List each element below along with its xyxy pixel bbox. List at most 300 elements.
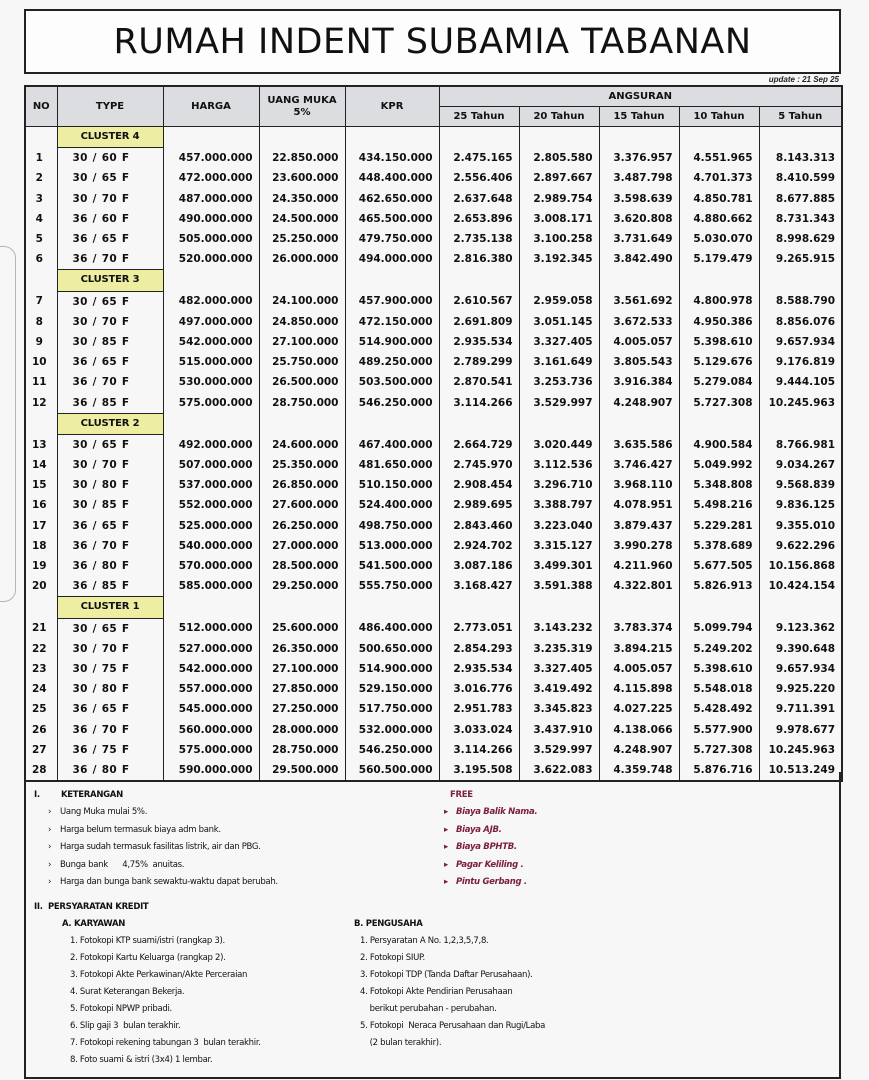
down-payment-cell: 26.250.000 — [259, 516, 345, 536]
price-cell: 552.000.000 — [163, 495, 259, 515]
kpr-cell: 560.500.000 — [345, 760, 439, 781]
list-item-text: Uang Muka mulai 5%. — [60, 807, 148, 817]
table-row — [25, 332, 842, 352]
list-item-text: 7. Fotokopi rekening tabungan 3 bulan terakhir. — [70, 1038, 261, 1048]
list-item-text: 8. Foto suami & istri (3x4) 1 lembar. — [70, 1055, 213, 1065]
installment-20y-cell: 3.008.171 — [519, 209, 599, 229]
installment-20y-cell: 3.192.345 — [519, 249, 599, 270]
house-type: 36 / 70 F — [57, 719, 163, 739]
table-row — [25, 372, 842, 392]
table-row — [25, 679, 842, 699]
empty-cell — [439, 413, 519, 434]
empty-cell — [25, 127, 57, 148]
installment-20y-cell: 3.020.449 — [519, 434, 599, 455]
header-type: TYPE — [57, 86, 163, 127]
installment-5y-cell: 8.998.629 — [759, 229, 842, 249]
installment-10y-cell: 5.049.992 — [679, 455, 759, 475]
free-item — [444, 807, 537, 817]
header-kpr: KPR — [345, 86, 439, 127]
installment-15y-cell: 3.672.533 — [599, 312, 679, 332]
chevron-right-icon: › — [48, 807, 52, 817]
row-number: 9 — [25, 332, 57, 352]
installment-20y-cell: 3.235.319 — [519, 639, 599, 659]
empty-cell — [439, 127, 519, 148]
installment-15y-cell: 4.322.801 — [599, 576, 679, 597]
table-row — [25, 516, 842, 536]
installment-10y-cell: 5.428.492 — [679, 699, 759, 719]
price-cell: 505.000.000 — [163, 229, 259, 249]
down-payment-cell: 27.850.000 — [259, 679, 345, 699]
down-payment-cell: 27.600.000 — [259, 495, 345, 515]
cluster-row — [25, 270, 842, 291]
empty-cell — [679, 597, 759, 618]
empty-cell — [345, 597, 439, 618]
empty-cell — [259, 270, 345, 291]
installment-10y-cell: 5.398.610 — [679, 659, 759, 679]
house-type: 30 / 70 F — [57, 455, 163, 475]
row-number: 13 — [25, 434, 57, 455]
list-item-text: 1. Persyaratan A No. 1,2,3,5,7,8. — [360, 936, 489, 946]
installment-15y-cell: 3.842.490 — [599, 249, 679, 270]
installment-5y-cell: 10.156.868 — [759, 556, 842, 576]
installment-25y-cell: 2.637.648 — [439, 189, 519, 209]
installment-25y-cell: 2.989.695 — [439, 495, 519, 515]
installment-15y-cell: 3.783.374 — [599, 618, 679, 639]
kpr-cell: 555.750.000 — [345, 576, 439, 597]
installment-10y-cell: 4.850.781 — [679, 189, 759, 209]
kpr-cell: 541.500.000 — [345, 556, 439, 576]
header-tenor-10: 10 Tahun — [679, 107, 759, 127]
table-row — [25, 719, 842, 739]
page-title: RUMAH INDENT SUBAMIA TABANAN — [113, 21, 752, 62]
kpr-cell: 494.000.000 — [345, 249, 439, 270]
karyawan-item — [70, 970, 247, 980]
karyawan-heading: A. KARYAWAN — [62, 919, 126, 929]
installment-20y-cell: 3.051.145 — [519, 312, 599, 332]
table-row — [25, 618, 842, 639]
installment-15y-cell: 3.598.639 — [599, 189, 679, 209]
installment-20y-cell: 2.897.667 — [519, 168, 599, 188]
free-heading: FREE — [450, 790, 473, 800]
house-type: 30 / 65 F — [57, 618, 163, 639]
keterangan-item — [48, 825, 221, 835]
row-number: 5 — [25, 229, 57, 249]
installment-15y-cell: 3.968.110 — [599, 475, 679, 495]
pengusaha-item — [360, 936, 488, 946]
row-number: 8 — [25, 312, 57, 332]
cluster-row — [25, 597, 842, 618]
table-row — [25, 495, 842, 515]
keterangan-item — [48, 877, 278, 887]
down-payment-cell: 28.500.000 — [259, 556, 345, 576]
empty-cell — [259, 127, 345, 148]
price-cell: 527.000.000 — [163, 639, 259, 659]
installment-20y-cell: 3.419.492 — [519, 679, 599, 699]
installment-20y-cell: 3.622.083 — [519, 760, 599, 781]
house-type: 30 / 70 F — [57, 189, 163, 209]
installment-10y-cell: 5.677.505 — [679, 556, 759, 576]
table-row — [25, 229, 842, 249]
price-cell: 542.000.000 — [163, 332, 259, 352]
table-row — [25, 556, 842, 576]
empty-cell — [163, 127, 259, 148]
kpr-cell: 532.000.000 — [345, 719, 439, 739]
empty-cell — [519, 270, 599, 291]
row-number: 18 — [25, 536, 57, 556]
installment-25y-cell: 3.114.266 — [439, 740, 519, 760]
installment-10y-cell: 5.577.900 — [679, 719, 759, 739]
triangle-right-icon: ▸ — [444, 842, 448, 852]
installment-15y-cell: 4.005.057 — [599, 659, 679, 679]
down-payment-cell: 29.500.000 — [259, 760, 345, 781]
row-number: 16 — [25, 495, 57, 515]
installment-5y-cell: 9.265.915 — [759, 249, 842, 270]
empty-cell — [599, 127, 679, 148]
installment-15y-cell: 4.138.066 — [599, 719, 679, 739]
price-table — [24, 85, 843, 782]
installment-15y-cell: 3.487.798 — [599, 168, 679, 188]
empty-cell — [599, 270, 679, 291]
installment-10y-cell: 5.398.610 — [679, 332, 759, 352]
empty-cell — [259, 597, 345, 618]
house-type: 36 / 70 F — [57, 536, 163, 556]
kpr-cell: 514.900.000 — [345, 659, 439, 679]
installment-20y-cell: 2.989.754 — [519, 189, 599, 209]
house-type: 36 / 60 F — [57, 209, 163, 229]
free-item — [444, 877, 527, 887]
price-cell: 515.000.000 — [163, 352, 259, 372]
cluster-label: CLUSTER 2 — [57, 413, 163, 434]
installment-5y-cell: 10.424.154 — [759, 576, 842, 597]
installment-10y-cell: 5.249.202 — [679, 639, 759, 659]
installment-15y-cell: 4.211.960 — [599, 556, 679, 576]
pengusaha-item — [360, 970, 533, 980]
price-cell: 512.000.000 — [163, 618, 259, 639]
price-cell: 490.000.000 — [163, 209, 259, 229]
installment-5y-cell: 9.836.125 — [759, 495, 842, 515]
empty-cell — [163, 597, 259, 618]
installment-20y-cell: 2.805.580 — [519, 148, 599, 169]
down-payment-cell: 22.850.000 — [259, 148, 345, 169]
installment-20y-cell: 3.345.823 — [519, 699, 599, 719]
list-item-text: 3. Fotokopi Akte Perkawinan/Akte Perceraian — [70, 970, 248, 980]
list-item-text: Pagar Keliling . — [456, 859, 524, 870]
house-type: 30 / 65 F — [57, 434, 163, 455]
price-cell: 575.000.000 — [163, 392, 259, 413]
persyaratan-heading: PERSYARATAN KREDIT — [48, 902, 149, 912]
price-cell: 525.000.000 — [163, 516, 259, 536]
house-type: 36 / 80 F — [57, 556, 163, 576]
price-cell: 570.000.000 — [163, 556, 259, 576]
price-cell: 497.000.000 — [163, 312, 259, 332]
table-row — [25, 576, 842, 597]
installment-20y-cell: 3.315.127 — [519, 536, 599, 556]
installment-15y-cell: 3.561.692 — [599, 291, 679, 312]
installment-10y-cell: 5.727.308 — [679, 392, 759, 413]
installment-10y-cell: 5.179.479 — [679, 249, 759, 270]
installment-25y-cell: 2.691.809 — [439, 312, 519, 332]
installment-5y-cell: 9.925.220 — [759, 679, 842, 699]
house-type: 36 / 65 F — [57, 516, 163, 536]
installment-25y-cell: 2.854.293 — [439, 639, 519, 659]
installment-10y-cell: 5.129.676 — [679, 352, 759, 372]
price-cell: 457.000.000 — [163, 148, 259, 169]
price-cell: 590.000.000 — [163, 760, 259, 781]
installment-15y-cell: 3.916.384 — [599, 372, 679, 392]
installment-20y-cell: 3.437.910 — [519, 719, 599, 739]
house-type: 36 / 65 F — [57, 229, 163, 249]
installment-15y-cell: 4.115.898 — [599, 679, 679, 699]
update-date: update : 21 Sep 25 — [768, 75, 839, 84]
installment-25y-cell: 2.735.138 — [439, 229, 519, 249]
price-cell: 545.000.000 — [163, 699, 259, 719]
installment-15y-cell: 4.248.907 — [599, 392, 679, 413]
empty-cell — [759, 127, 842, 148]
empty-cell — [439, 270, 519, 291]
header-angsuran: ANGSURAN — [439, 86, 842, 107]
table-row — [25, 659, 842, 679]
kpr-cell: 546.250.000 — [345, 740, 439, 760]
list-item-text: (2 bulan terakhir). — [360, 1038, 442, 1048]
house-type: 30 / 80 F — [57, 679, 163, 699]
cluster-label: CLUSTER 1 — [57, 597, 163, 618]
installment-10y-cell: 4.950.386 — [679, 312, 759, 332]
header-tenor-15: 15 Tahun — [599, 107, 679, 127]
installment-10y-cell: 4.701.373 — [679, 168, 759, 188]
kpr-cell: 489.250.000 — [345, 352, 439, 372]
installment-10y-cell: 4.551.965 — [679, 148, 759, 169]
pengusaha-heading: B. PENGUSAHA — [354, 919, 423, 929]
price-cell: 530.000.000 — [163, 372, 259, 392]
installment-20y-cell: 3.223.040 — [519, 516, 599, 536]
table-row — [25, 148, 842, 169]
installment-25y-cell: 3.114.266 — [439, 392, 519, 413]
kpr-cell: 462.650.000 — [345, 189, 439, 209]
installment-5y-cell: 9.123.362 — [759, 618, 842, 639]
installment-25y-cell: 3.195.508 — [439, 760, 519, 781]
installment-25y-cell: 3.168.427 — [439, 576, 519, 597]
list-item-text: 5. Fotokopi Neraca Perusahaan dan Rugi/Laba — [360, 1021, 546, 1031]
list-item-text: Harga belum termasuk biaya adm bank. — [60, 824, 221, 835]
installment-5y-cell: 9.711.391 — [759, 699, 842, 719]
row-number: 11 — [25, 372, 57, 392]
down-payment-cell: 24.350.000 — [259, 189, 345, 209]
table-row — [25, 291, 842, 312]
row-number: 24 — [25, 679, 57, 699]
kpr-cell: 465.500.000 — [345, 209, 439, 229]
list-item-text: 5. Fotokopi NPWP pribadi. — [70, 1004, 172, 1014]
installment-5y-cell: 8.588.790 — [759, 291, 842, 312]
installment-10y-cell: 5.548.018 — [679, 679, 759, 699]
empty-cell — [759, 597, 842, 618]
pengusaha-item — [360, 987, 512, 997]
table-row — [25, 536, 842, 556]
down-payment-cell: 26.500.000 — [259, 372, 345, 392]
list-item-text: 4. Fotokopi Akte Pendirian Perusahaan — [360, 987, 513, 997]
row-number: 20 — [25, 576, 57, 597]
row-number: 26 — [25, 719, 57, 739]
house-type: 36 / 75 F — [57, 740, 163, 760]
list-item-text: 2. Fotokopi Kartu Keluarga (rangkap 2). — [70, 953, 226, 963]
installment-10y-cell: 5.229.281 — [679, 516, 759, 536]
kpr-cell: 503.500.000 — [345, 372, 439, 392]
row-number: 1 — [25, 148, 57, 169]
installment-5y-cell: 9.978.677 — [759, 719, 842, 739]
installment-20y-cell: 3.296.710 — [519, 475, 599, 495]
down-payment-cell: 28.750.000 — [259, 392, 345, 413]
header-tenor-5: 5 Tahun — [759, 107, 842, 127]
installment-5y-cell: 8.410.599 — [759, 168, 842, 188]
house-type: 30 / 85 F — [57, 495, 163, 515]
row-number: 7 — [25, 291, 57, 312]
kpr-cell: 514.900.000 — [345, 332, 439, 352]
empty-cell — [599, 597, 679, 618]
kpr-cell: 513.000.000 — [345, 536, 439, 556]
house-type: 30 / 70 F — [57, 312, 163, 332]
installment-20y-cell: 3.591.388 — [519, 576, 599, 597]
installment-10y-cell: 5.876.716 — [679, 760, 759, 781]
house-type: 36 / 70 F — [57, 372, 163, 392]
header-uang-muka-label: UANG MUKA — [267, 94, 337, 106]
installment-5y-cell: 8.677.885 — [759, 189, 842, 209]
table-row — [25, 434, 842, 455]
installment-20y-cell: 3.388.797 — [519, 495, 599, 515]
installment-5y-cell: 10.513.249 — [759, 760, 842, 781]
house-type: 36 / 65 F — [57, 352, 163, 372]
installment-5y-cell: 10.245.963 — [759, 392, 842, 413]
installment-20y-cell: 3.499.301 — [519, 556, 599, 576]
kpr-cell: 524.400.000 — [345, 495, 439, 515]
price-cell: 507.000.000 — [163, 455, 259, 475]
installment-15y-cell: 3.879.437 — [599, 516, 679, 536]
table-row — [25, 392, 842, 413]
header-uang-muka — [259, 86, 345, 127]
installment-25y-cell: 2.935.534 — [439, 659, 519, 679]
house-type: 36 / 85 F — [57, 392, 163, 413]
triangle-right-icon: ▸ — [444, 807, 448, 817]
installment-15y-cell: 3.894.215 — [599, 639, 679, 659]
empty-cell — [259, 413, 345, 434]
table-row — [25, 699, 842, 719]
cluster-row — [25, 413, 842, 434]
persyaratan-numeral: II. — [34, 902, 43, 912]
down-payment-cell: 24.850.000 — [259, 312, 345, 332]
empty-cell — [345, 127, 439, 148]
price-cell: 575.000.000 — [163, 740, 259, 760]
installment-5y-cell: 10.245.963 — [759, 740, 842, 760]
installment-25y-cell: 2.870.541 — [439, 372, 519, 392]
table-row — [25, 740, 842, 760]
down-payment-cell: 27.250.000 — [259, 699, 345, 719]
row-number: 25 — [25, 699, 57, 719]
installment-5y-cell: 9.657.934 — [759, 332, 842, 352]
installment-10y-cell: 4.880.662 — [679, 209, 759, 229]
house-type: 30 / 80 F — [57, 475, 163, 495]
kpr-cell: 448.400.000 — [345, 168, 439, 188]
house-type: 36 / 80 F — [57, 760, 163, 781]
chevron-right-icon: › — [48, 824, 52, 835]
installment-15y-cell: 4.248.907 — [599, 740, 679, 760]
table-row — [25, 209, 842, 229]
installment-10y-cell: 5.348.808 — [679, 475, 759, 495]
kpr-cell: 498.750.000 — [345, 516, 439, 536]
installment-25y-cell: 2.951.783 — [439, 699, 519, 719]
installment-25y-cell: 2.745.970 — [439, 455, 519, 475]
installment-20y-cell: 3.327.405 — [519, 332, 599, 352]
installment-15y-cell: 4.078.951 — [599, 495, 679, 515]
title-box — [24, 9, 841, 74]
price-cell: 540.000.000 — [163, 536, 259, 556]
pengusaha-item — [360, 1021, 545, 1031]
row-number: 21 — [25, 618, 57, 639]
down-payment-cell: 25.250.000 — [259, 229, 345, 249]
price-cell: 560.000.000 — [163, 719, 259, 739]
empty-cell — [519, 413, 599, 434]
row-number: 3 — [25, 189, 57, 209]
installment-5y-cell: 9.568.839 — [759, 475, 842, 495]
kpr-cell: 467.400.000 — [345, 434, 439, 455]
header-tenor-25: 25 Tahun — [439, 107, 519, 127]
installment-25y-cell: 2.556.406 — [439, 168, 519, 188]
row-number: 22 — [25, 639, 57, 659]
list-item-text: Harga dan bunga bank sewaktu-waktu dapat berubah. — [60, 877, 278, 887]
screen-edge-bracket — [0, 246, 16, 602]
price-cell: 585.000.000 — [163, 576, 259, 597]
keterangan-item — [48, 807, 147, 817]
kpr-cell: 510.150.000 — [345, 475, 439, 495]
installment-10y-cell: 5.727.308 — [679, 740, 759, 760]
row-number: 27 — [25, 740, 57, 760]
table-row — [25, 249, 842, 270]
pengusaha-item — [360, 953, 425, 963]
list-item-text: 3. Fotokopi TDP (Tanda Daftar Perusahaan). — [360, 970, 533, 980]
house-type: 30 / 70 F — [57, 639, 163, 659]
installment-15y-cell: 3.620.808 — [599, 209, 679, 229]
installment-20y-cell: 3.100.258 — [519, 229, 599, 249]
kpr-cell: 517.750.000 — [345, 699, 439, 719]
list-item-text: 1. Fotokopi KTP suami/istri (rangkap 3). — [70, 936, 225, 946]
row-number: 10 — [25, 352, 57, 372]
row-number: 6 — [25, 249, 57, 270]
installment-5y-cell: 9.657.934 — [759, 659, 842, 679]
down-payment-cell: 25.600.000 — [259, 618, 345, 639]
keterangan-item — [48, 842, 261, 852]
installment-5y-cell: 8.856.076 — [759, 312, 842, 332]
table-row — [25, 189, 842, 209]
down-payment-cell: 28.750.000 — [259, 740, 345, 760]
free-item — [444, 842, 517, 852]
karyawan-item — [70, 1021, 180, 1031]
list-item-text: Biaya AJB. — [456, 824, 502, 835]
house-type: 30 / 75 F — [57, 659, 163, 679]
installment-5y-cell: 9.622.296 — [759, 536, 842, 556]
down-payment-cell: 27.000.000 — [259, 536, 345, 556]
keterangan-heading: KETERANGAN — [61, 790, 123, 800]
kpr-cell: 472.150.000 — [345, 312, 439, 332]
list-item-text: Bunga bank 4,75% anuitas. — [60, 859, 185, 870]
price-cell: 487.000.000 — [163, 189, 259, 209]
installment-10y-cell: 5.099.794 — [679, 618, 759, 639]
installment-5y-cell: 8.766.981 — [759, 434, 842, 455]
empty-cell — [679, 127, 759, 148]
karyawan-item — [70, 987, 184, 997]
installment-25y-cell: 2.653.896 — [439, 209, 519, 229]
empty-cell — [519, 597, 599, 618]
installment-10y-cell: 5.030.070 — [679, 229, 759, 249]
down-payment-cell: 27.100.000 — [259, 659, 345, 679]
kpr-cell: 500.650.000 — [345, 639, 439, 659]
house-type: 36 / 65 F — [57, 699, 163, 719]
